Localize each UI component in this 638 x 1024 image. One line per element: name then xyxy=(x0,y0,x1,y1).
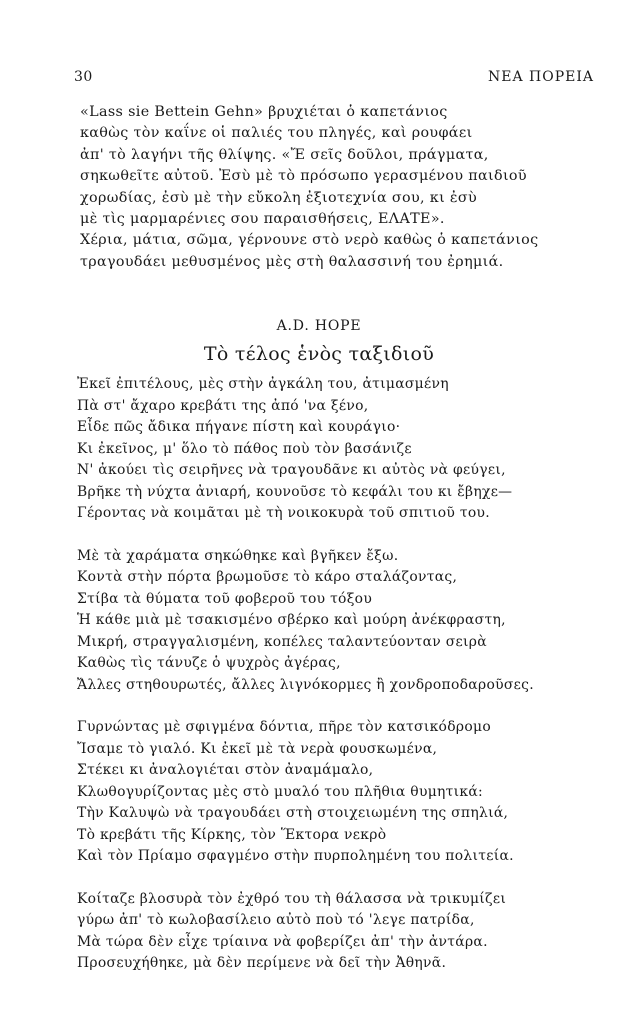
running-head: ΝΕΑ ΠΟΡΕΙΑ xyxy=(488,69,594,85)
prose-line: Χέρια, μάτια, σῶμα, γέρνουνε στὸ νερὸ καθὼς ὁ καπετάνιος xyxy=(80,232,539,249)
page-number: 30 xyxy=(74,69,93,85)
verse-line: γύρω ἀπ' τὸ κωλοβασίλειο αὐτὸ ποὺ τό 'λεγε πατρίδα, xyxy=(77,912,475,928)
verse-line: Γέροντας νὰ κοιμᾶται μὲ τὴ νοικοκυρὰ τοῦ σπιτιοῦ του. xyxy=(77,505,490,521)
verse-line: Βρῆκε τὴ νύχτα ἀνιαρή, κουνοῦσε τὸ κεφάλι του κι ἔβηχε— xyxy=(77,483,513,500)
verse-line: Τὸ κρεβάτι τῆς Κίρκης, τὸν Ἕκτορα νεκρὸ xyxy=(77,826,387,843)
verse-line: Εἶδε πῶς ἄδικα πήγανε πίστη καὶ κουράγιο· xyxy=(77,419,401,435)
prose-line: τραγουδάει μεθυσμένος μὲς στὴ θαλασσινή του ἐρημιά. xyxy=(80,253,504,270)
verse-line: Γυρνώντας μὲ σφιγμένα δόντια, πῆρε τὸν κατσικόδρομο xyxy=(77,719,491,735)
stanza-3 xyxy=(77,717,627,868)
prose-line: μὲ τὶς μαρμαρένιες σου παραισθήσεις, ΕΛΑΤΕ». xyxy=(80,211,445,228)
verse-line: Μὰ τώρα δὲν εἶχε τρίαινα νὰ φοβερίζει ἀπ' τὴν ἀντάρα. xyxy=(77,933,488,950)
verse-line: Καὶ τὸν Πρίαμο σφαγμένο στὴν πυρπολημένη του πολιτεία. xyxy=(77,848,514,864)
verse-line: Στίβα τὰ θύματα τοῦ φοβεροῦ του τόξου xyxy=(77,590,373,607)
verse-line: Μὲ τὰ χαράματα σηκώθηκε καὶ βγῆκεν ἔξω. xyxy=(77,547,399,564)
poem-author: A.D. HOPE xyxy=(276,318,362,334)
verse-line: Ἄλλες στηθουρωτές, ἄλλες λιγνόκορμες ἢ χονδροποδαροῦσες. xyxy=(77,676,534,693)
verse-line: Κλωθογυρίζοντας μὲς στὸ μυαλό του πλῆθια θυμητικά: xyxy=(77,783,484,800)
prose-line: χορωδίας, ἐσὺ μὲ τὴν εὔκολη ἐξιοτεχνία σου, κι ἐσὺ xyxy=(80,189,478,206)
verse-line: Κι ἐκεῖνος, μ' ὅλο τὸ πάθος ποὺ τὸν βασάνιζε xyxy=(77,440,412,457)
verse-line: Πὰ στ' ἄχαρο κρεβάτι της ἀπό 'να ξένο, xyxy=(77,397,369,414)
verse-line: Προσευχήθηκε, μὰ δὲν περίμενε νὰ δεῖ τὴν Ἀθηνᾶ. xyxy=(77,955,447,971)
verse-line: Μικρή, στραγγαλισμένη, κοπέλες ταλαντεύονταν σειρὰ xyxy=(77,633,487,650)
verse-line: Τὴν Καλυψὼ νὰ τραγουδάει στὴ στοιχειωμένη της σπηλιά, xyxy=(77,805,509,821)
stanza-2 xyxy=(77,546,627,697)
verse-line: Ἡ κάθε μιὰ μὲ τσακισμένο σβέρκο καὶ μούρη ἀνέκφραστη, xyxy=(77,612,506,628)
verse-line: Ἴσαμε τὸ γιαλό. Κι ἐκεῖ μὲ τὰ νερὰ φουσκωμένα, xyxy=(77,740,438,757)
stanza-1 xyxy=(77,374,627,525)
prose-line: «Lass sie Bettein Gehn» βρυχιέται ὁ καπετάνιος xyxy=(80,104,448,120)
verse-line: Καθὼς τὶς τάνυζε ὁ ψυχρὸς ἀγέρας, xyxy=(77,655,341,671)
verse-line: Στέκει κι ἀναλογιέται στὸν ἀναμάμαλο, xyxy=(77,762,374,778)
prose-line: καθὼς τὸν καΐνε οἱ παλιές του πληγές, καὶ ρουφάει xyxy=(80,125,473,142)
verse-line: Ἐκεῖ ἐπιτέλους, μὲς στὴν ἀγκάλη του, ἀτιμασμένη xyxy=(77,376,449,392)
verse-line: Ν' ἀκούει τὶς σειρῆνες νὰ τραγουδᾶνε κι αὐτὸς νὰ φεύγει, xyxy=(77,462,506,478)
verse-line: Κοίταζε βλοσυρὰ τὸν ἐχθρό του τὴ θάλασσα νὰ τρικυμίζει xyxy=(77,890,507,907)
poem-title: Τὸ τέλος ἑνὸς ταξιδιοῦ xyxy=(203,343,435,365)
verse-line: Κοντὰ στὴν πόρτα βρωμοῦσε τὸ κάρο σταλάζοντας, xyxy=(77,569,458,585)
poem-body xyxy=(77,374,627,996)
prose-line: ἀπ' τὸ λαγήνι τῆς θλίψης. «Ἔ σεῖς δοῦλοι, πράγματα, xyxy=(80,146,489,163)
stanza-4 xyxy=(77,889,627,975)
prose-paragraph xyxy=(80,102,600,273)
prose-line: σηκωθεῖτε αὐτοῦ. Ἐσὺ μὲ τὸ πρόσωπο γερασμένου παιδιοῦ xyxy=(80,168,527,185)
